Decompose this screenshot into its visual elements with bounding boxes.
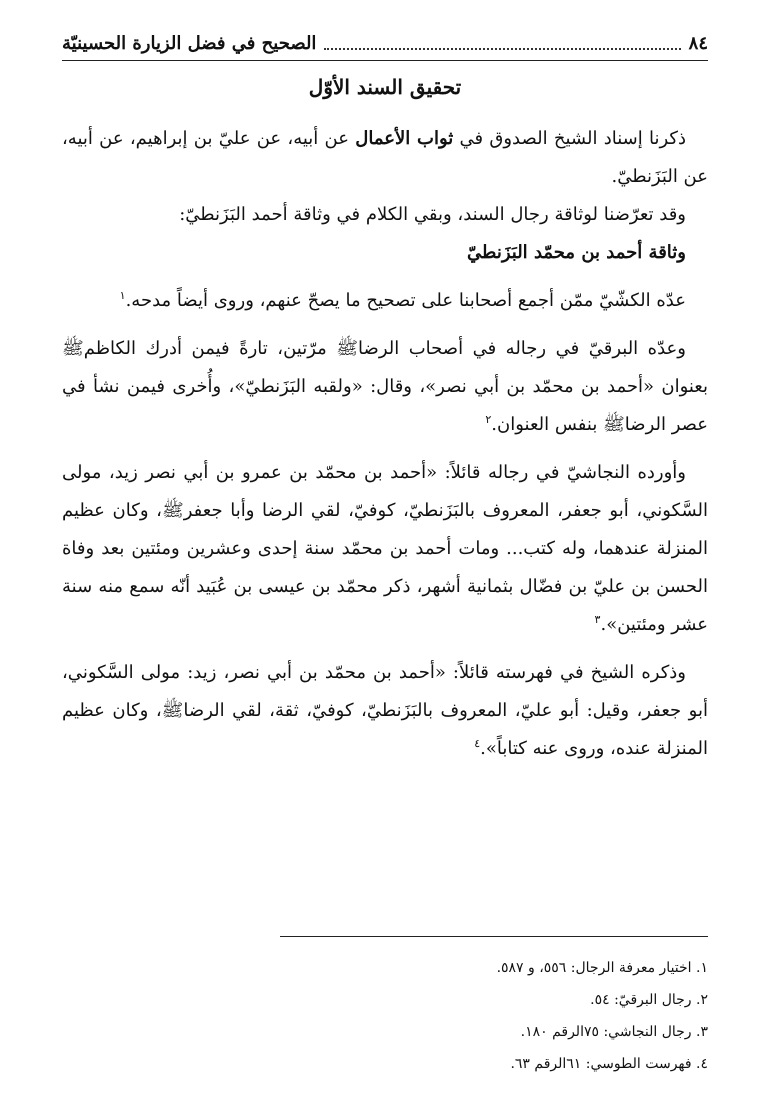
intro-paragraph-2: وقد تعرّضنا لوثاقة رجال السند، وبقي الكلام في وثاقة أحمد البَزَنطيّ: xyxy=(179,204,686,225)
footnote-2: ٢. رجال البرقيّ: ٥٤. xyxy=(590,992,708,1008)
page-number: ٨٤ xyxy=(688,33,708,54)
paragraph-text: عدّه الكشّيّ ممّن أجمع أصحابنا على تصحيح ما يصحّ عنهم، وروى أيضاً مدحه. xyxy=(125,290,686,311)
body-text xyxy=(62,120,708,768)
footnote-4: ٤. فهرست الطوسي: ٦١الرقم ٦٣. xyxy=(510,1056,708,1072)
footnote-ref: ٣ xyxy=(594,613,601,626)
footnote-ref: ١ xyxy=(119,289,126,302)
paragraph-text: وأورده النجاشيّ في رجاله قائلاً: «أحمد بن محمّد بن عمرو بن أبي نصر زيد، مولى السَّكوني، أبو جعفر، المعروف بالبَزَنطيّ، كوفيّ، لقي الرضا وأبا جعفرﷺ، وكان عظيم المنزلة عندهما، وله كتب... ومات أحمد بن محمّد سنة إحدى وعشرين ومئتين بعد وفاة الحسن بن عليّ بن فضّال بثمانية أشهر، ذكر محمّد بن عيسى بن عُبَيد أنّه سمع منه سنة عشر ومئتين». xyxy=(62,462,708,635)
footnote-3: ٣. رجال النجاشي: ٧٥الرقم ١٨٠. xyxy=(520,1024,708,1040)
section-title: تحقيق السند الأوّل xyxy=(308,75,462,99)
paragraph-tusi xyxy=(62,654,708,768)
intro-text-end: عن أبيه، عن عليّ بن إبراهيم، عن أبيه، عن البَزَنطيّ. xyxy=(62,128,708,187)
footnote-ref: ٢ xyxy=(485,413,492,426)
book-title: الصحيح في فضل الزيارة الحسينيّة xyxy=(62,33,317,54)
header-rule xyxy=(62,60,708,61)
paragraph-text: وذكره الشيخ في فهرسته قائلاً: «أحمد بن محمّد بن أبي نصر، زيد: مولى السَّكوني، أبو جعفر، وقيل: أبو عليّ، المعروف بالبَزَنطيّ، كوفيّ، ثقة، لقي الرضاﷺ، وكان عظيم المنزلة عنده، وروى عنه كتاباً». xyxy=(62,662,708,759)
footnotes xyxy=(62,952,708,1080)
paragraph-text: وعدّه البرقيّ في رجاله في أصحاب الرضاﷺ مرّتين، تارةً فيمن أدرك الكاظمﷺ بعنوان «أحمد بن محمّد بن أبي نصر»، وقال: «ولقبه البَزَنطيّ»، وأُخرى فيمن نشأ في عصر الرضاﷺ بنفس العنوان. xyxy=(62,338,708,435)
subheading: وثاقة أحمد بن محمّد البَزَنطيّ xyxy=(467,242,686,263)
running-header xyxy=(62,28,708,56)
paragraph-kashshi xyxy=(62,282,708,320)
header-dot-leader xyxy=(324,48,680,50)
footnote-ref: ٤ xyxy=(474,737,481,750)
paragraph-barqi xyxy=(62,330,708,444)
intro-paragraph-1 xyxy=(62,120,708,196)
intro-text-start: ذكرنا إسناد الشيخ الصدوق في xyxy=(453,128,686,149)
footnote-separator xyxy=(280,936,708,937)
cited-book-title: ثواب الأعمال xyxy=(355,128,454,149)
paragraph-najashi xyxy=(62,454,708,644)
footnote-1: ١. اختيار معرفة الرجال: ٥٥٦، و ٥٨٧. xyxy=(496,960,708,976)
